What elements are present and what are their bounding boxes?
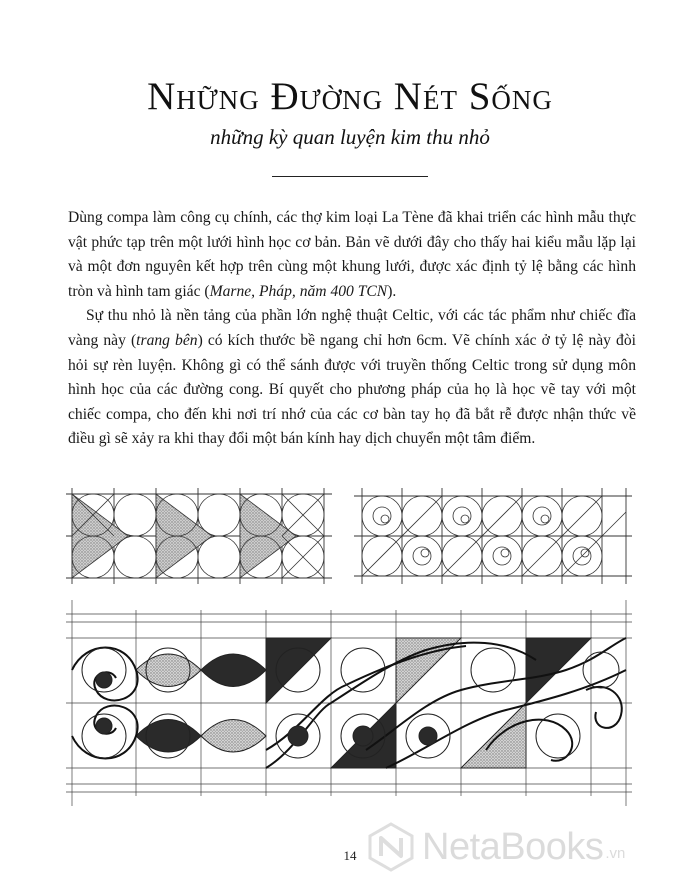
title-divider bbox=[272, 176, 428, 177]
triangle-circle-pattern-drawing bbox=[66, 488, 332, 584]
watermark-brand: NetaBooks bbox=[422, 825, 604, 868]
paragraph-2: Sự thu nhỏ là nền tảng của phần lớn nghệ thuật Celtic, với các tác phẩm như chiếc đĩa vàng này (trang bên) có kích thước bề ngang chỉ hơn 6cm. Vẽ chính xác ở tỷ lệ này đòi hỏi sự rèn luyện. Không gì có thể sánh được với truyền thống Celtic trong sử dụng môn hình học của các đường cong. Bí quyết cho phương pháp của họ là học vẽ tay với một chiếc compa, cho đến khi nơi trí nhớ của các cơ bàn tay họ đã bắt rễ được nhận thức về điều gì sẽ xảy ra khi thay đổi một bán kính hay dịch chuyển một tâm điểm. bbox=[68, 307, 636, 448]
page-subtitle: những kỳ quan luyện kim thu nhỏ bbox=[210, 125, 490, 149]
page-number: 14 bbox=[343, 848, 357, 863]
watermark-suffix: .vn bbox=[605, 844, 626, 862]
netabooks-logo-icon bbox=[366, 822, 416, 872]
combined-celtic-border-drawing bbox=[66, 600, 632, 806]
body-text bbox=[68, 206, 636, 452]
watermark bbox=[366, 812, 696, 882]
page-title: Những Đường Nét Sống bbox=[147, 75, 553, 118]
paragraph-1: Dùng compa làm công cụ chính, các thợ kim loại La Tène đã khai triển các hình mẫu thực vật phức tạp trên một lưới hình học cơ bản. Bản vẽ dưới đây cho thấy hai kiểu mẫu lặp lại và một đơn nguyên kết hợp trên cùng một khung lưới, được xác định tỷ lệ bằng các hình tròn và hình tam giác (Marne, Pháp, năm 400 TCN). bbox=[68, 209, 636, 300]
spiral-scroll-pattern-drawing bbox=[354, 488, 632, 584]
